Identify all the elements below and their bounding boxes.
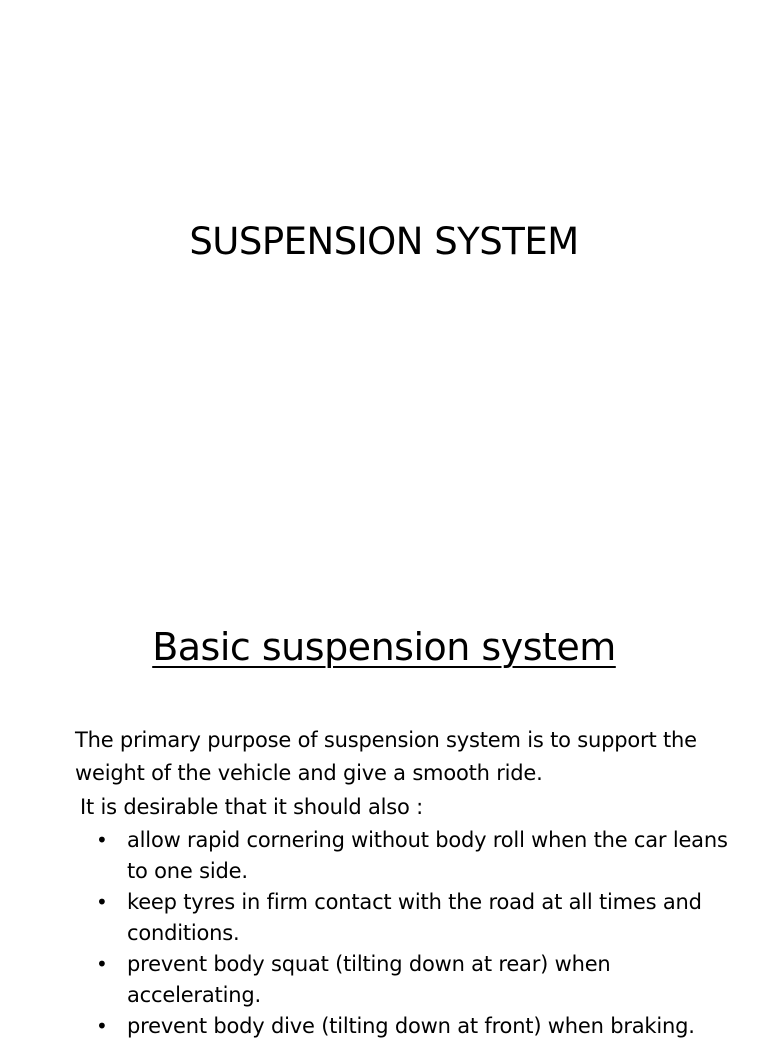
intro-paragraph: The primary purpose of suspension system is to support the weight of the vehicle and give a smooth ride.	[75, 728, 697, 785]
content-slide	[0, 576, 768, 1038]
slide-title: SUSPENSION SYSTEM	[189, 220, 579, 263]
section-heading: Basic suspension system	[152, 625, 616, 669]
bullet-icon: •	[96, 890, 108, 914]
bullet-icon: •	[96, 1014, 108, 1038]
bullet-icon: •	[96, 828, 108, 852]
lead-sentence: It is desirable that it should also :	[80, 795, 423, 819]
bullet-icon: •	[96, 952, 108, 976]
list-item	[0, 825, 768, 887]
list-item-text: prevent body dive (tilting down at front) when braking.	[127, 1014, 695, 1038]
bullet-list	[0, 825, 768, 1042]
list-item	[0, 949, 768, 1011]
list-item-text: allow rapid cornering without body roll when the car leans to one side.	[127, 828, 728, 883]
list-item-text: prevent body squat (tilting down at rear) when accelerating.	[127, 952, 611, 1007]
list-item-text: keep tyres in firm contact with the road at all times and conditions.	[127, 890, 702, 945]
list-item	[0, 1011, 768, 1042]
list-item	[0, 887, 768, 949]
